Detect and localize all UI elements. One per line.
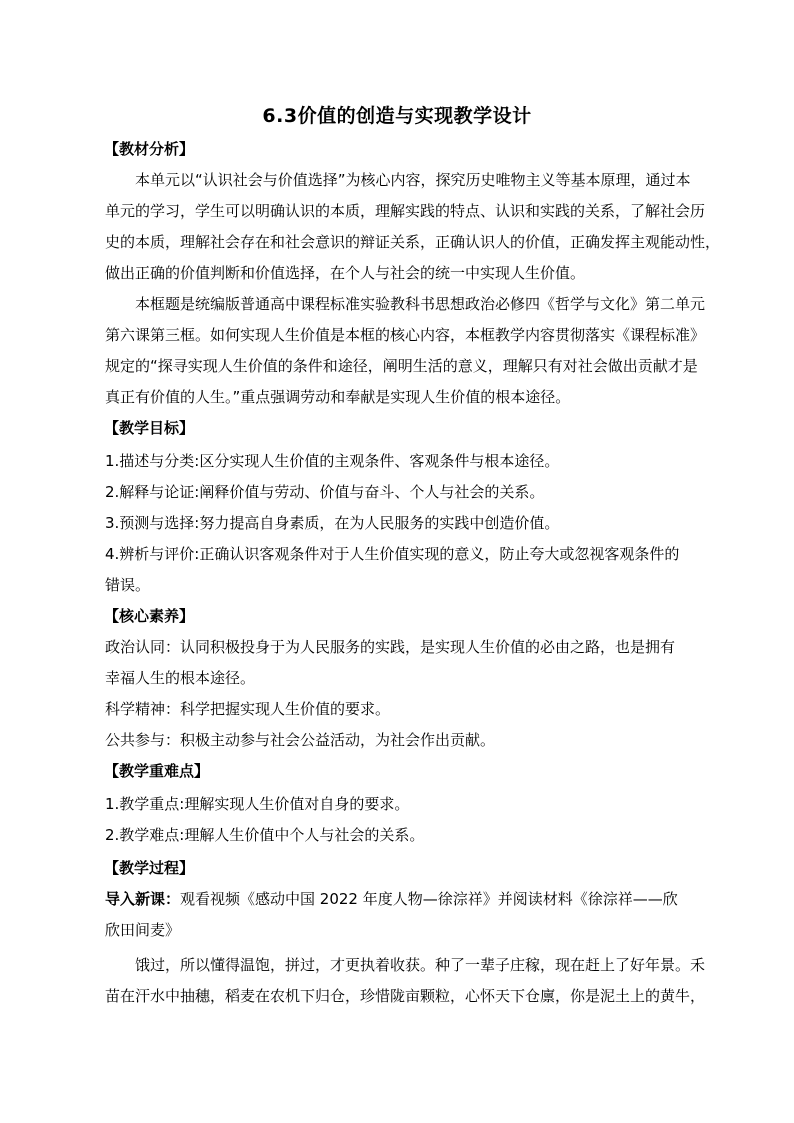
paragraph-line: 本框题是统编版普通高中课程标准实验教科书思想政治必修四《哲学与文化》第二单元 xyxy=(135,295,706,313)
section-heading-process: 【教学过程】 xyxy=(104,859,195,877)
document-title: 6.3价值的创造与实现教学设计 xyxy=(262,105,532,127)
intro-continuation: 欣田间麦》 xyxy=(105,921,181,939)
paragraph-line: 饿过，所以懂得温饱，拼过，才更执着收获。种了一辈子庄稼，现在赶上了好年景。禾 xyxy=(135,956,706,974)
section-heading-goals: 【教学目标】 xyxy=(104,419,195,437)
intro-line xyxy=(105,889,678,909)
paragraph-line: 真正有价值的人生。”重点强调劳动和奉献是实现人生价值的根本途径。 xyxy=(105,388,571,406)
goal-item: 4.辨析与评价:正确认识客观条件对于人生价值实现的意义，防止夸大或忽视客观条件的 xyxy=(105,545,680,563)
section-heading-analysis: 【教材分析】 xyxy=(104,140,195,158)
section-heading-literacy: 【核心素养】 xyxy=(104,607,195,625)
goal-item: 3.预测与选择:努力提高自身素质，在为人民服务的实践中创造价值。 xyxy=(105,514,560,532)
paragraph-line: 第六课第三框。如何实现人生价值是本框的核心内容，本框教学内容贯彻落实《课程标准》 xyxy=(105,326,706,344)
literacy-political: 政治认同：认同积极投身于为人民服务的实践，是实现人生价值的必由之路，也是拥有 xyxy=(105,638,676,656)
paragraph-line: 本单元以“认识社会与价值选择”为核心内容，探究历史唯物主义等基本原理，通过本 xyxy=(135,171,691,189)
goal-item: 2.解释与论证:阐释价值与劳动、价值与奋斗、个人与社会的关系。 xyxy=(105,483,545,501)
keypoint-item: 1.教学重点:理解实现人生价值对自身的要求。 xyxy=(105,795,410,813)
literacy-political-cont: 幸福人生的根本途径。 xyxy=(105,669,256,687)
keypoint-item: 2.教学难点:理解人生价值中个人与社会的关系。 xyxy=(105,826,425,844)
paragraph-line: 规定的“探寻实现人生价值的条件和途径，阐明生活的意义，理解只有对社会做出贡献才是 xyxy=(105,357,698,375)
goal-item-continuation: 错误。 xyxy=(105,576,151,594)
literacy-public: 公共参与：积极主动参与社会公益活动，为社会作出贡献。 xyxy=(105,731,496,749)
literacy-science: 科学精神：科学把握实现人生价值的要求。 xyxy=(105,700,391,718)
intro-text: 观看视频《感动中国 2022 年度人物—徐淙祥》并阅读材料《徐淙祥——欣 xyxy=(180,890,678,908)
paragraph-line: 做出正确的价值判断和价值选择，在个人与社会的统一中实现人生价值。 xyxy=(105,264,586,282)
paragraph-line: 史的本质，理解社会存在和社会意识的辩证关系，正确认识人的价值，正确发挥主观能动性， xyxy=(105,233,721,251)
intro-label: 导入新课： xyxy=(105,890,181,908)
paragraph-line: 单元的学习，学生可以明确认识的本质，理解实践的特点、认识和实践的关系，了解社会历 xyxy=(105,202,706,220)
section-heading-keypoints: 【教学重难点】 xyxy=(104,762,210,780)
goal-item: 1.描述与分类:区分实现人生价值的主观条件、客观条件与根本途径。 xyxy=(105,452,560,470)
paragraph-line: 苗在汗水中抽穗，稻麦在农机下归仓，珍惜陇亩颗粒，心怀天下仓廪，你是泥土上的黄牛， xyxy=(105,987,706,1005)
